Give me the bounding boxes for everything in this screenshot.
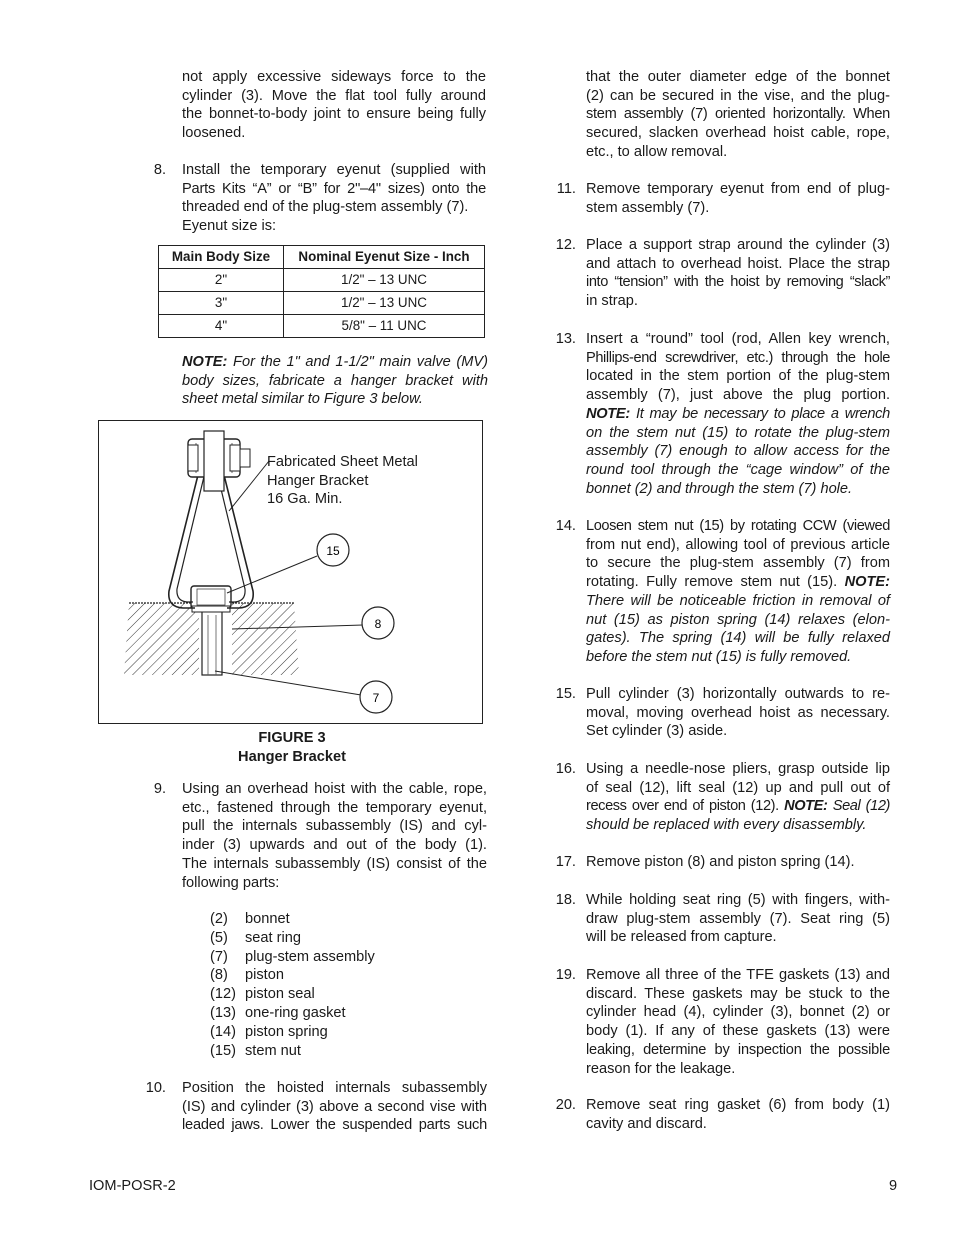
eyenut-size-table [158,245,485,338]
text-line: rotating. Fully remove stem nut (15). [586,574,845,591]
step-number: 8. [153,162,166,178]
callout-15: 15 [326,544,340,558]
figure-label [267,453,467,509]
text-line: assembly (7) enough to allow access for the [586,443,890,460]
text-line: secured, slacken overhead hoist cable, rope, [586,125,890,142]
part-number: (14) [210,1023,236,1040]
table-cell: 5/8" – 11 UNC [284,315,485,338]
text-line: before the stem nut (15) is fully removed. [586,648,852,665]
callout-8: 8 [374,617,382,631]
table-cell: 2" [159,269,284,292]
text-line: of seal (12), lift seal (12) up and pull out of [586,779,890,796]
part-name: bonnet [245,911,290,927]
text-line: etc., fastened through the temporary eyenut, [182,799,487,816]
text-line: threaded end of the plug-stem assembly (7). [182,199,469,216]
table-cell: 1/2" – 13 UNC [284,292,485,315]
step-number: 16. [555,761,576,777]
table-cell: 3" [159,292,284,315]
text-line: Eyenut size is: [182,218,277,235]
text-line: gates). The spring (14) will be fully relaxed [586,630,890,647]
text-line: Parts Kits “A” or “B” for 2"–4" sizes) onto the [182,180,486,197]
text-line: For the 1" and 1-1/2" main valve (MV) [227,354,488,370]
step-number: 20. [555,1097,576,1113]
right-continuation [586,68,890,162]
note-label: NOTE: [784,798,828,815]
text-line: 16 Ga. Min. [267,491,343,508]
part-number: (7) [210,948,228,965]
step-number: 13. [555,331,576,347]
table-header: Nominal Eyenut Size - Inch [284,246,485,269]
step-number: 12. [555,237,576,253]
text-line: bonnet (2) and through the stem (7) hole. [586,480,853,497]
text-line: Using a needle-nose pliers, grasp outside lip [586,761,890,777]
figure-caption [98,729,486,766]
text-line: Position the hoisted internals subassembly [182,1080,487,1096]
step-number: 9. [153,781,166,797]
text-line: to secure the plug-stem assembly (7) from [586,555,890,572]
text-line: leaking, determine by inspection the possible [586,1041,890,1058]
text-line: leaded jaws. Lower the suspended parts such [182,1117,487,1134]
text-line: Hanger Bracket [267,472,369,489]
text-line: cylinder (3). Move the flat tool fully around [182,87,486,104]
part-name: seat ring [245,929,301,946]
part-number: (15) [210,1042,236,1059]
text-line: into “tension” with the hoist by removing “slack” [586,274,890,291]
text-line: reason for the leakage. [586,1060,736,1077]
text-line: Remove temporary eyenut from end of plug- [586,181,890,197]
callout-7: 7 [372,691,380,705]
text-line: cylinder head (4), cylinder (3), bonnet (2) or [586,1004,890,1021]
text-line: discard. These gaskets may be stuck to the [586,985,890,1002]
text-line: recess over end of piston (12). [586,798,785,815]
page-number: 9 [889,1178,898,1194]
text-line: stem assembly (7). [586,199,710,216]
table-row [159,292,485,315]
text-line: Set cylinder (3) aside. [586,723,728,740]
text-line: Pull cylinder (3) horizontally outwards to re- [586,686,890,702]
part-name: piston seal [245,986,315,1003]
text-line: will be released from capture. [586,929,777,946]
text-line: Phillips-end screwdriver, etc.) through the hole [586,349,890,366]
text-line: Remove all three of the TFE gaskets (13) and [586,967,890,983]
figure-caption-title: FIGURE 3 [258,730,326,746]
text-line: not apply excessive sideways force to the [182,69,486,85]
text-line: in strap. [586,293,638,310]
table-row [159,269,485,292]
part-number: (2) [210,911,228,927]
text-line: Remove seat ring gasket (6) from body (1) [586,1097,890,1113]
text-line: The internals subassembly (IS) consist of the [182,855,487,872]
part-name: piston [245,967,284,984]
text-line: Seal (12) [827,798,890,815]
text-line: (2) can be secured in the vise, and the plug- [586,87,890,104]
table-header: Main Body Size [159,246,284,269]
document-id: IOM-POSR-2 [89,1178,176,1194]
text-line: pull the internals subassembly (IS) and cyl- [182,818,487,835]
text-line: stem assembly (7) oriented horizontally. When [586,106,890,123]
note-label: NOTE: [844,574,890,591]
text-line: Install the temporary eyenut (supplied with [182,162,486,178]
text-line: While holding seat ring (5) with fingers, with- [586,892,890,908]
text-line: Fabricated Sheet Metal [267,454,418,470]
text-line: Place a support strap around the cylinder (3) [586,237,890,253]
table-row [159,315,485,338]
text-line: Insert a “round” tool (rod, Allen key wrench, [586,331,890,347]
text-line: sheet metal similar to Figure 3 below. [182,391,423,408]
part-name: piston spring [245,1023,328,1040]
text-line: cavity and discard. [586,1115,707,1132]
text-line: body sizes, fabricate a hanger bracket with [182,372,488,389]
step-number: 10. [145,1080,166,1096]
part-name: stem nut [245,1042,301,1059]
text-line: There will be noticeable friction in removal of [586,592,890,609]
text-line: Remove piston (8) and piston spring (14). [586,854,855,870]
text-line: body (1). If any of these gaskets (13) were [586,1023,890,1040]
figure-caption-subtitle: Hanger Bracket [238,748,346,765]
part-name: plug-stem assembly [245,948,375,965]
text-line: assembly (7), just above the plug portion. [586,387,890,404]
part-number: (13) [210,1004,236,1021]
step-number: 17. [555,854,576,870]
text-line: etc., to allow removal. [586,143,728,160]
text-line: draw plug-stem assembly (7). Seat ring (5) [586,910,890,927]
part-name: one-ring gasket [245,1004,346,1021]
note-label: NOTE: [182,354,228,370]
figure-3-hanger-bracket [98,420,483,724]
table-cell: 4" [159,315,284,338]
text-line: and attach to overhead hoist. Place the strap [586,255,890,272]
text-line: inder (3) upwards and out of the body (1). [182,837,487,854]
text-line: the bonnet-to-body joint to ensure being fully [182,106,486,123]
text-line: that the outer diameter edge of the bonnet [586,69,890,85]
note-hanger-bracket [182,353,488,409]
table-cell: 1/2" – 13 UNC [284,269,485,292]
text-line: located in the stem portion of the plug-stem [586,368,890,385]
text-line: moval, moving overhead hoist as necessary. [586,704,890,721]
note-label: NOTE: [586,405,630,422]
step-number: 19. [555,967,576,983]
text-line: It may be necessary to place a wrench [629,405,890,422]
step-number: 18. [555,892,576,908]
part-number: (8) [210,967,228,984]
part-number: (5) [210,929,228,946]
text-line: from nut end), allowing tool of previous article [586,536,890,553]
text-line: Using an overhead hoist with the cable, rope, [182,781,487,797]
text-line: loosened. [182,125,246,142]
text-line: following parts: [182,874,280,891]
step-number: 11. [556,181,576,197]
left-intro [182,68,486,143]
text-line: round tool through the “cage window” of the [586,461,890,478]
step-number: 15. [555,686,576,702]
part-number: (12) [210,986,236,1003]
text-line: Loosen stem nut (15) by rotating CCW (viewed [586,518,890,534]
step-number: 14. [555,518,576,534]
text-line: should be replaced with every disassembly. [586,817,867,834]
text-line: nut (15) as piston spring (14) relaxes (elon- [586,611,890,628]
text-line: (IS) and cylinder (3) above a second vise with [182,1098,487,1115]
text-line: on the stem nut (15) to rotate the plug-stem [586,424,890,441]
